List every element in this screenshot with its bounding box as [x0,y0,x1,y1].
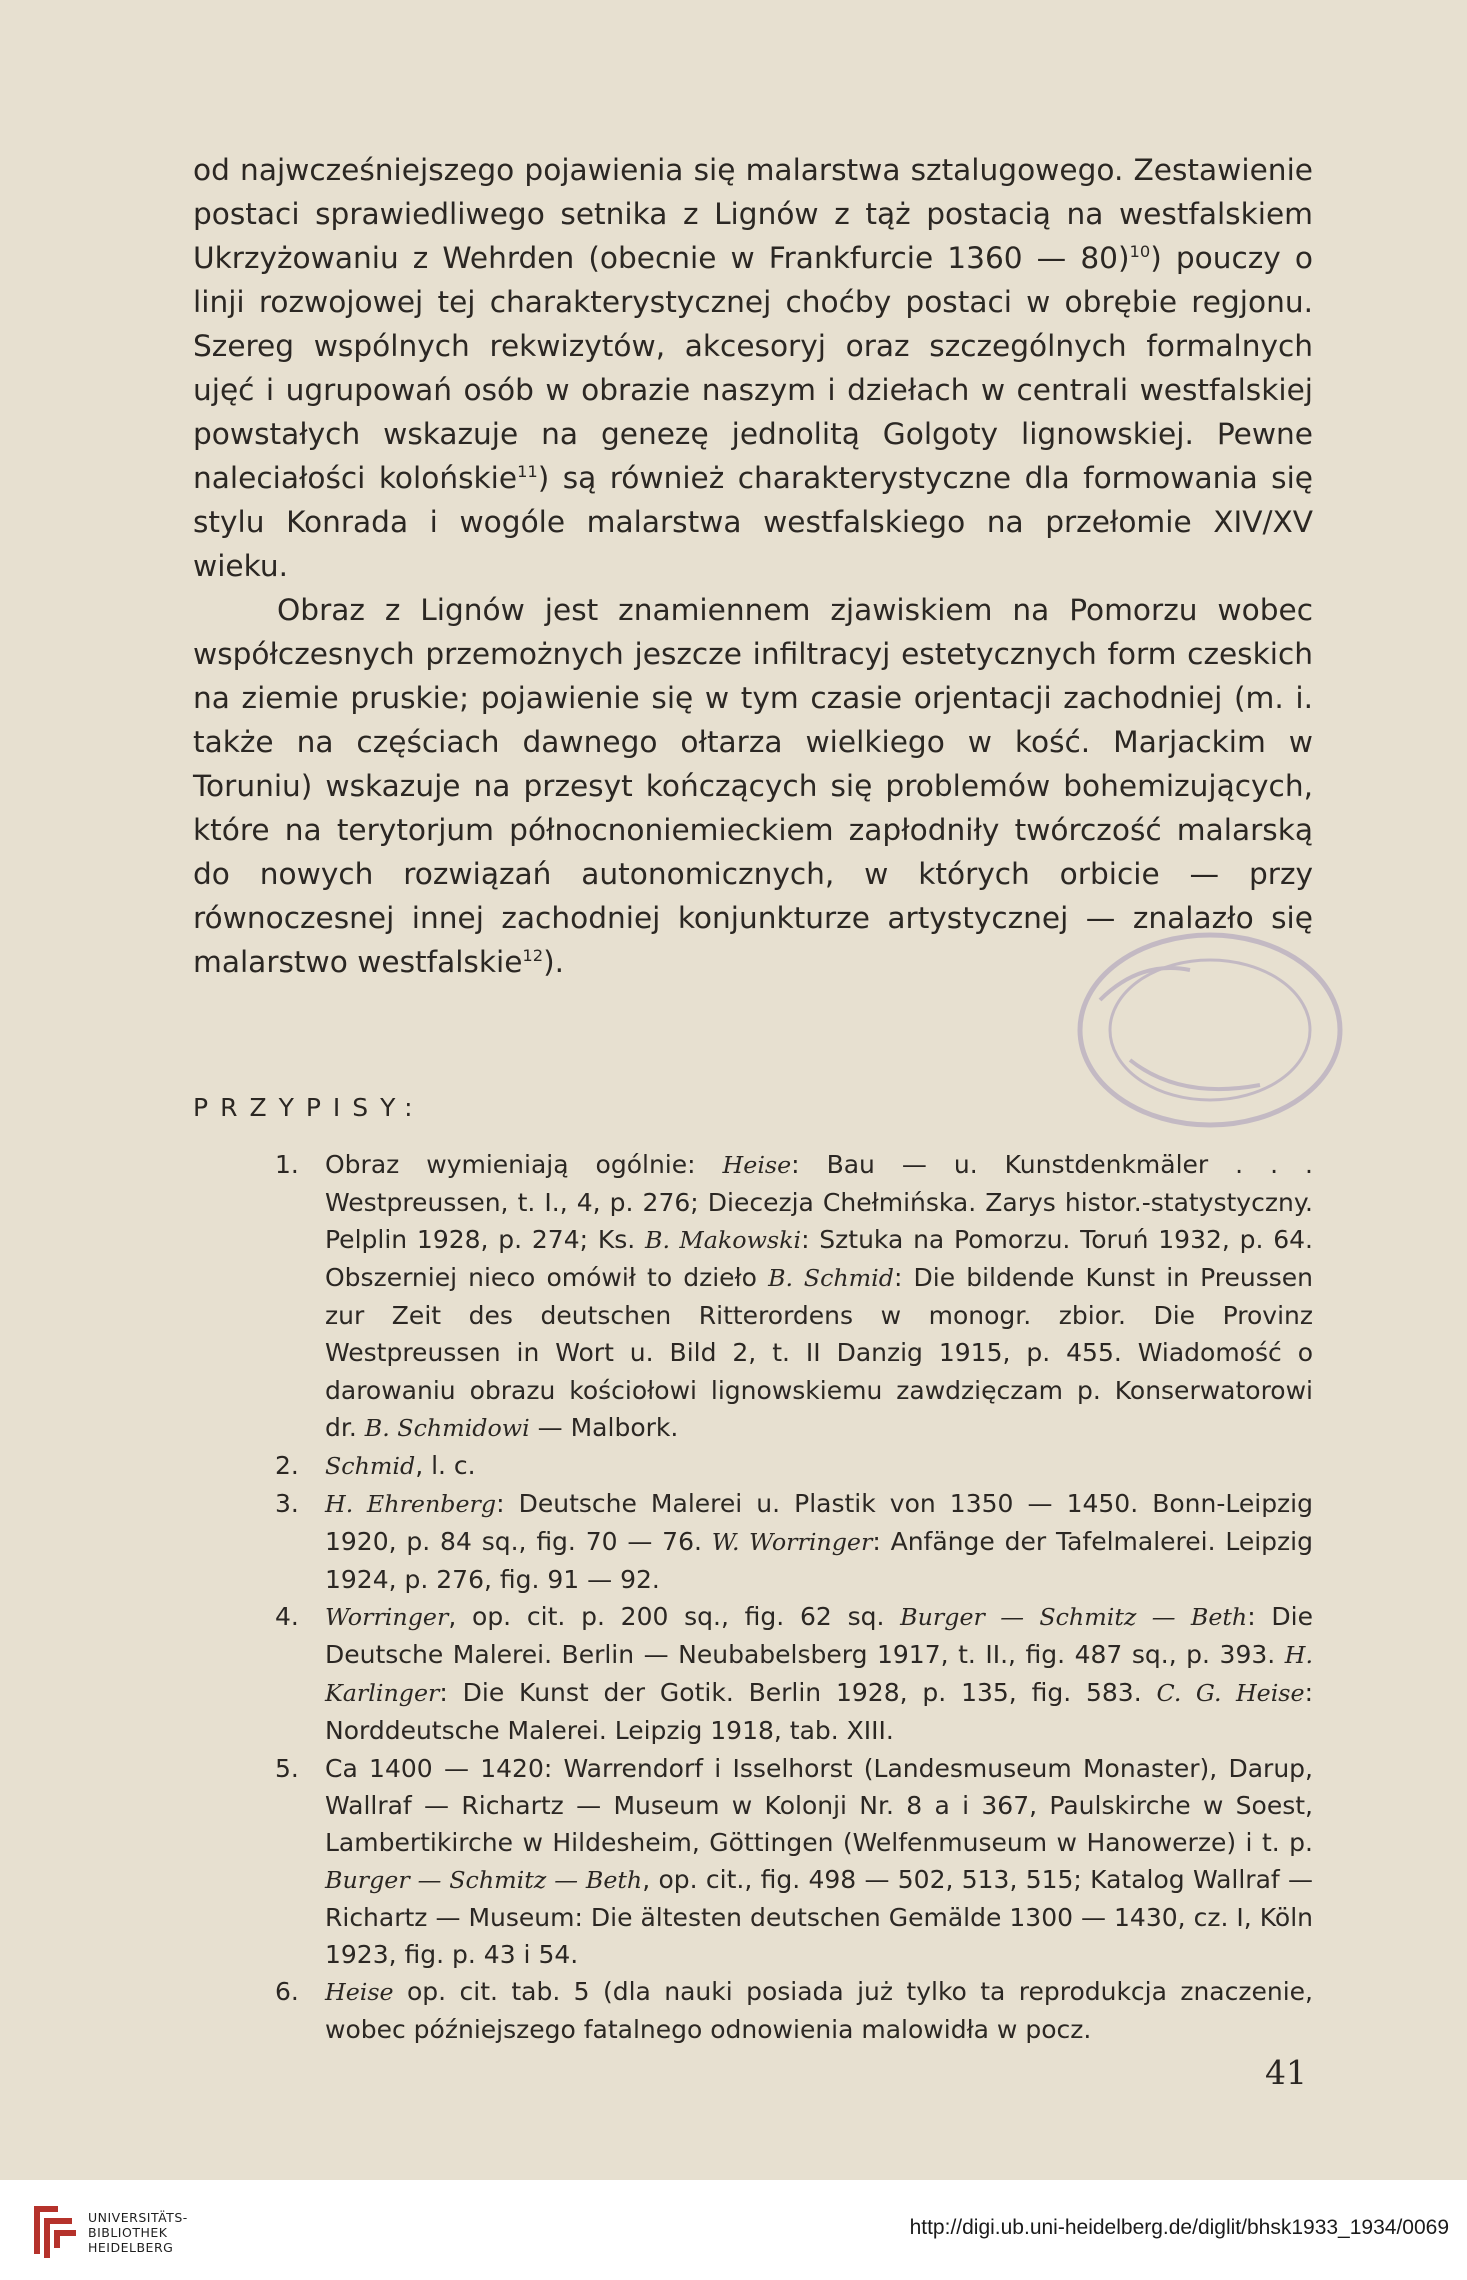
italic-citation: B. Schmid [768,1264,894,1293]
source-url: http://digi.ub.uni-heidelberg.de/diglit/bhsk1933_1934/0069 [909,2216,1449,2239]
footnote-number: 4. [275,1602,299,1632]
text-run: — Malbork. [529,1412,679,1442]
italic-citation: Heise [325,1978,394,2007]
text-run: Obraz z Lignów jest znamiennem zjawiskiem na Pomorzu wobec współczesnych przemożnych jeszcze infiltracyj estetycznych form czeskich na ziemie pruskie; pojawienie się w tym czasie orjentacji zachodniej (m. i. także na częściach dawnego ołtarza wielkiego w kość. Marjackim w Toruniu) wskazuje na przesyt kończących się problemów bohemizujących, które na terytorjum północnoniemieckiem zapłodniły twórczość malarską do nowych rozwiązań autonomicznych, w których orbicie — przy równoczesnej innej zachodniej konjunkturze artystycznej — znalazło się malarstwo westfalskie [193,593,1313,979]
italic-citation: Worringer [325,1603,449,1632]
footnote-number: 3. [275,1488,299,1518]
text-run: , op. cit. p. 200 sq., fig. 62 sq. [448,1602,901,1632]
italic-citation: B. Makowski [645,1226,802,1255]
italic-citation: Schmid [325,1451,416,1480]
heidelberg-library-logo-icon [28,2198,80,2262]
body-paragraph [193,148,1313,588]
text-run: Ca 1400 — 1420: Warrendorf i Isselhorst (Landesmuseum Monaster), Darup, Wallraf — Richartz — Museum w Kolonji Nr. 8 a i 367, Paulskirche w Soest, Lambertikirche w Hildesheim, Göttingen (Welfenmuseum w Hanowerze) i t. p. [325,1753,1313,1857]
body-text [193,148,1313,984]
footnote-item [275,1598,1313,1749]
text-run: : Bau — u. Kunstdenkmäler . . . Westpreussen, t. I., 4, p. 276; Diecezja Chełmińska. Zarys histor.-statystyczny. Pelplin 1928, p. 274; Ks. [325,1150,1313,1255]
footnote-item [275,1485,1313,1598]
italic-citation: H. Karlinger [325,1641,1313,1708]
footnote-item [275,1750,1313,1974]
text-run: ) pouczy o linji rozwojowej tej charakterystycznej choćby postaci w obrębie regjonu. Szereg wspólnych rekwizytów, akcesoryj oraz szczególnych formalnych ujęć i ugrupowań osób w obrazie naszym i dziełach w centrali westfalskiej powstałych wskazuje na genezę jednolitą Golgoty lignowskiej. Pewne naleciałości kolońskie [193,241,1313,495]
text-run: ). [543,945,565,979]
footnote-number: 5. [275,1753,299,1783]
text-run: : Die Deutsche Malerei. Berlin — Neubabelsberg 1917, t. II., fig. 487 sq., p. 393. [325,1602,1313,1670]
italic-citation: B. Schmidowi [364,1413,530,1442]
footnote-number: 6. [275,1977,299,2007]
italic-citation: C. G. Heise [1156,1679,1305,1708]
text-run: op. cit. tab. 5 (dla nauki posiada już tylko ta reprodukcja znaczenie, wobec późniejszego fatalnego odnowienia malowidła w pocz. [325,1977,1313,2045]
footnotes-list [275,1146,1313,2048]
footnote-number: 1. [275,1150,299,1179]
text-run: , l. c. [415,1450,476,1480]
italic-citation: Burger — Schmitz — Beth [900,1603,1248,1632]
text-run: : Anfänge der Tafelmalerei. Leipzig 1924, p. 276, fig. 91 — 92. [325,1526,1313,1595]
footnote-number: 2. [275,1450,299,1480]
text-run: : Die Kunst der Gotik. Berlin 1928, p. 135, fig. 583. [439,1678,1157,1708]
footnotes-heading: PRZYPISY: [193,1093,425,1122]
footnote-item [275,1146,1313,1447]
italic-citation: Heise [722,1151,792,1179]
footnote-reference: 11 [517,462,538,482]
text-run: , op. cit., fig. 498 — 502, 513, 515; Katalog Wallraf — Richartz — Museum: Die ältesten deutschen Gemälde 1300 — 1430, cz. I, Köln 1923, fig. p. 43 i 54. [325,1864,1313,1969]
text-run: Obraz wymieniają ogólnie: [325,1150,723,1179]
page-number: 41 [1265,2053,1307,2092]
library-name-line: BIBLIOTHEK [88,2225,168,2240]
text-run: : Die bildende Kunst in Preussen zur Zeit des deutschen Ritterordens w monogr. zbior. Die Provinz Westpreussen in Wort u. Bild 2, t. II Danzig 1915, p. 455. Wiadomość o darowaniu obrazu kościołowi lignowskiemu zawdzięczam p. Konserwatorowi dr. [325,1263,1313,1442]
text-run: ) są również charakterystyczne dla formowania się stylu Konrada i wogóle malarstwa westfalskiego na przełomie XIV/XV wieku. [193,461,1313,583]
text-run: od najwcześniejszego pojawienia się malarstwa sztalugowego. Zestawienie postaci sprawiedliwego setnika z Lignów z tąż postacią na westfalskiem Ukrzyżowaniu z Wehrden (obecnie w Frankfurcie 1360 — 80) [193,153,1313,275]
footnote-reference: 10 [1129,242,1151,262]
text-run: : Norddeutsche Malerei. Leipzig 1918, tab. XIII. [325,1678,1313,1746]
text-run: : Deutsche Malerei u. Plastik von 1350 — 1450. Bonn-Leipzig 1920, p. 84 sq., fig. 70 — 76. [325,1488,1313,1556]
footnote-reference: 12 [522,946,544,966]
footnote-item [275,1447,1313,1485]
italic-citation: H. Ehrenberg [325,1489,497,1518]
library-name [88,2210,188,2255]
italic-citation: Burger — Schmitz — Beth [325,1865,643,1894]
footer-bar [0,2180,1467,2280]
italic-citation: W. Worringer [711,1527,873,1556]
library-stamp-icon [1020,900,1350,1140]
footnote-item [275,1973,1313,2048]
library-name-line: UNIVERSITÄTS- [88,2210,188,2225]
text-run: : Sztuka na Pomorzu. Toruń 1932, p. 64. Obszerniej nieco omówił to dzieło [325,1225,1313,1293]
library-name-line: HEIDELBERG [88,2240,174,2255]
